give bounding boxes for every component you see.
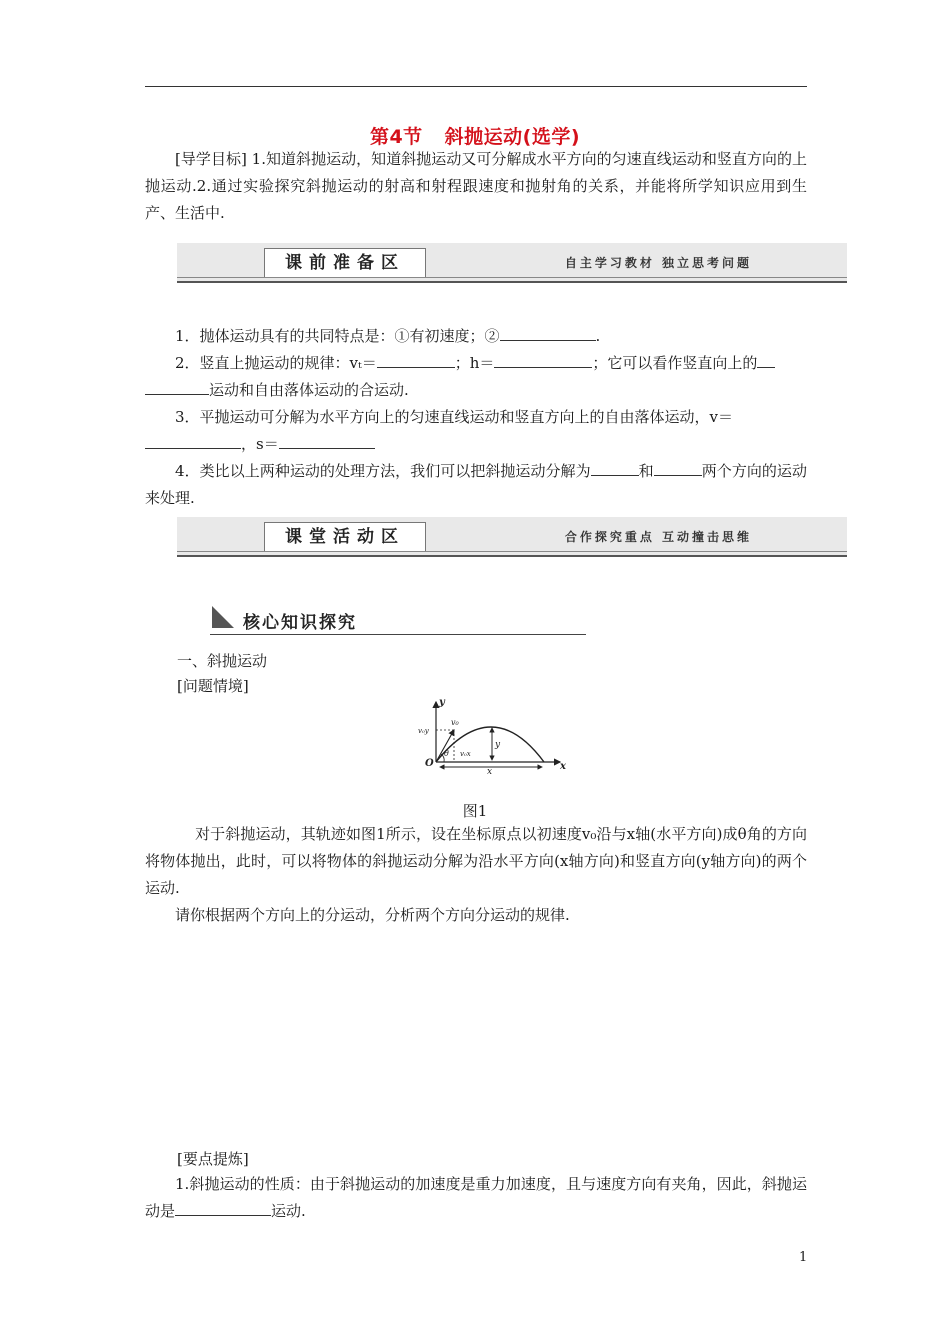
section-banner-classroom [177,517,847,557]
section-subtitle: 合作探究重点 互动撞击思维 [564,530,752,544]
v0x-label: v₀x [460,750,471,758]
x-displacement-label: x [487,767,493,774]
question-2: 2．竖直上抛运动的规律：vₜ＝ ；h＝ ；它可以看作竖直向上的 运动和自由落体运动的合运动. [145,350,807,404]
section-tab-label: 课前准备区 [264,248,426,277]
v0y-label: v₀y [418,727,429,735]
body-paragraph-2: 请你根据两个方向上的分运动，分析两个方向分运动的规律. [175,906,570,924]
y-axis-label: y [439,697,445,708]
lesson-number: 第4节 [369,126,423,148]
body-paragraph: 对于斜抛运动，其轨迹如图1所示，设在坐标原点以初速度v₀沿与x轴(水平方向)成θ角的方向将物体抛出，此时，可以将物体的斜抛运动分解为沿水平方向(x轴方向)和竖直方向(y轴方向)的两个运动. [145,825,807,897]
lesson-title [0,122,950,149]
prep-questions [145,323,807,512]
question-3: 3．平抛运动可分解为水平方向上的匀速直线运动和竖直方向上的自由落体运动，v＝ ，s＝ [145,404,807,458]
answer-blank[interactable] [145,378,209,395]
question-4: 4．类比以上两种运动的处理方法，我们可以把斜抛运动分解为 和 两个方向的运动来处理. [145,458,807,512]
x-axis-label: x [560,761,566,772]
answer-blank[interactable] [279,432,375,449]
section-subtitle: 自主学习教材 独立思考问题 [564,256,752,270]
section-banner-preview [177,243,847,283]
origin-label: O [425,758,434,769]
header-rule [145,86,807,87]
answer-blank[interactable] [175,1199,271,1216]
answer-blank[interactable] [145,432,241,449]
answer-blank[interactable] [500,324,596,341]
part-heading: 一、斜抛运动 [177,652,268,670]
answer-blank[interactable] [591,459,639,476]
projectile-trajectory-figure [412,694,572,774]
core-knowledge-heading: 核心知识探究 [210,604,586,635]
lesson-name: 斜抛运动(选学) [444,126,581,148]
answer-blank[interactable] [654,459,702,476]
key-points-heading: [要点提炼] [177,1150,249,1168]
figure-caption: 图1 [462,802,488,820]
y-displacement-label: y [495,740,501,750]
v0-label: v₀ [451,718,459,727]
page-number: 1 [799,1250,808,1265]
theta-label: θ [444,749,449,758]
answer-blank[interactable] [757,351,775,368]
section-tab-label: 课堂活动区 [264,522,426,551]
scenario-label: [问题情境] [177,677,249,695]
corner-marker-icon [212,606,234,628]
learning-goals: [导学目标] 1.知道斜抛运动，知道斜抛运动又可分解成水平方向的匀速直线运动和竖直方向的上抛运动.2.通过实验探究斜抛运动的射高和射程跟速度和抛射角的关系，并能将所学知识应用到生产、生活中. [145,150,807,222]
answer-blank[interactable] [377,351,455,368]
answer-blank[interactable] [494,351,592,368]
question-1: 1．抛体运动具有的共同特点是：①有初速度；② . [145,323,807,350]
key-point-1: 1.斜抛运动的性质：由于斜抛运动的加速度是重力加速度，且与速度方向有夹角，因此，斜抛运动是 运动. [145,1175,807,1220]
